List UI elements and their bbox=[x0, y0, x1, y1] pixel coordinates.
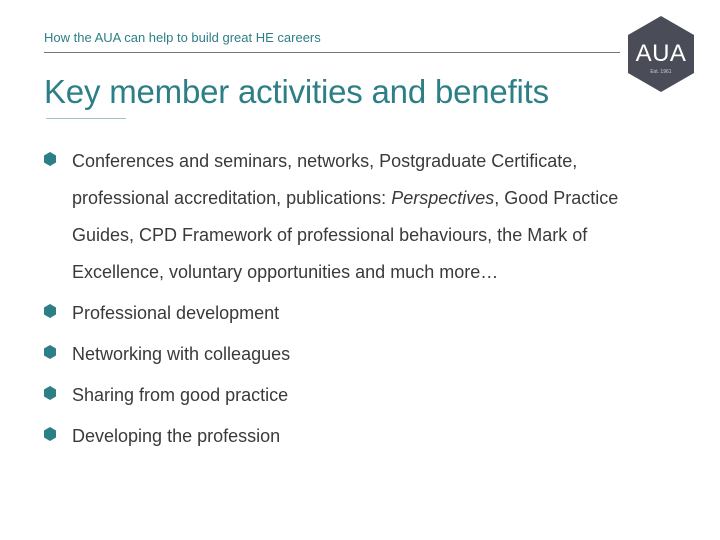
hexagon-bullet-icon bbox=[44, 345, 56, 359]
list-item bbox=[44, 377, 664, 414]
aua-logo bbox=[626, 15, 696, 93]
bullet-text: Developing the profession bbox=[72, 426, 281, 446]
list-item bbox=[44, 143, 664, 291]
bullet-list bbox=[44, 143, 664, 459]
page-title: Key member activities and benefits bbox=[44, 73, 549, 110]
list-item bbox=[44, 295, 664, 332]
bullet-text: Sharing from good practice bbox=[72, 385, 289, 405]
bullet-text-part2: , Good Practice Guides, CPD Framework of professional behaviours, the Mark of Excellence, voluntary opportunities and much more… bbox=[72, 188, 619, 282]
hexagon-bullet-icon bbox=[44, 427, 56, 441]
bullet-text: Networking with colleagues bbox=[72, 344, 291, 364]
logo-established: Est. 1961 bbox=[650, 69, 672, 75]
hexagon-bullet-icon bbox=[44, 304, 56, 318]
header-divider bbox=[44, 52, 620, 53]
hexagon-bullet-icon bbox=[44, 152, 56, 166]
bullet-text-italic: Perspectives bbox=[391, 188, 495, 208]
list-item bbox=[44, 336, 664, 373]
hexagon-bullet-icon bbox=[44, 386, 56, 400]
title-underline bbox=[46, 118, 126, 119]
bullet-text-part1: Conferences and seminars, networks, Postgraduate Certificate, professional accreditation, publications: bbox=[72, 151, 578, 208]
list-item bbox=[44, 418, 664, 455]
logo-wordmark: AUA bbox=[635, 40, 687, 67]
bullet-text: Professional development bbox=[72, 303, 280, 323]
header-subtitle: How the AUA can help to build great HE careers bbox=[44, 30, 321, 45]
